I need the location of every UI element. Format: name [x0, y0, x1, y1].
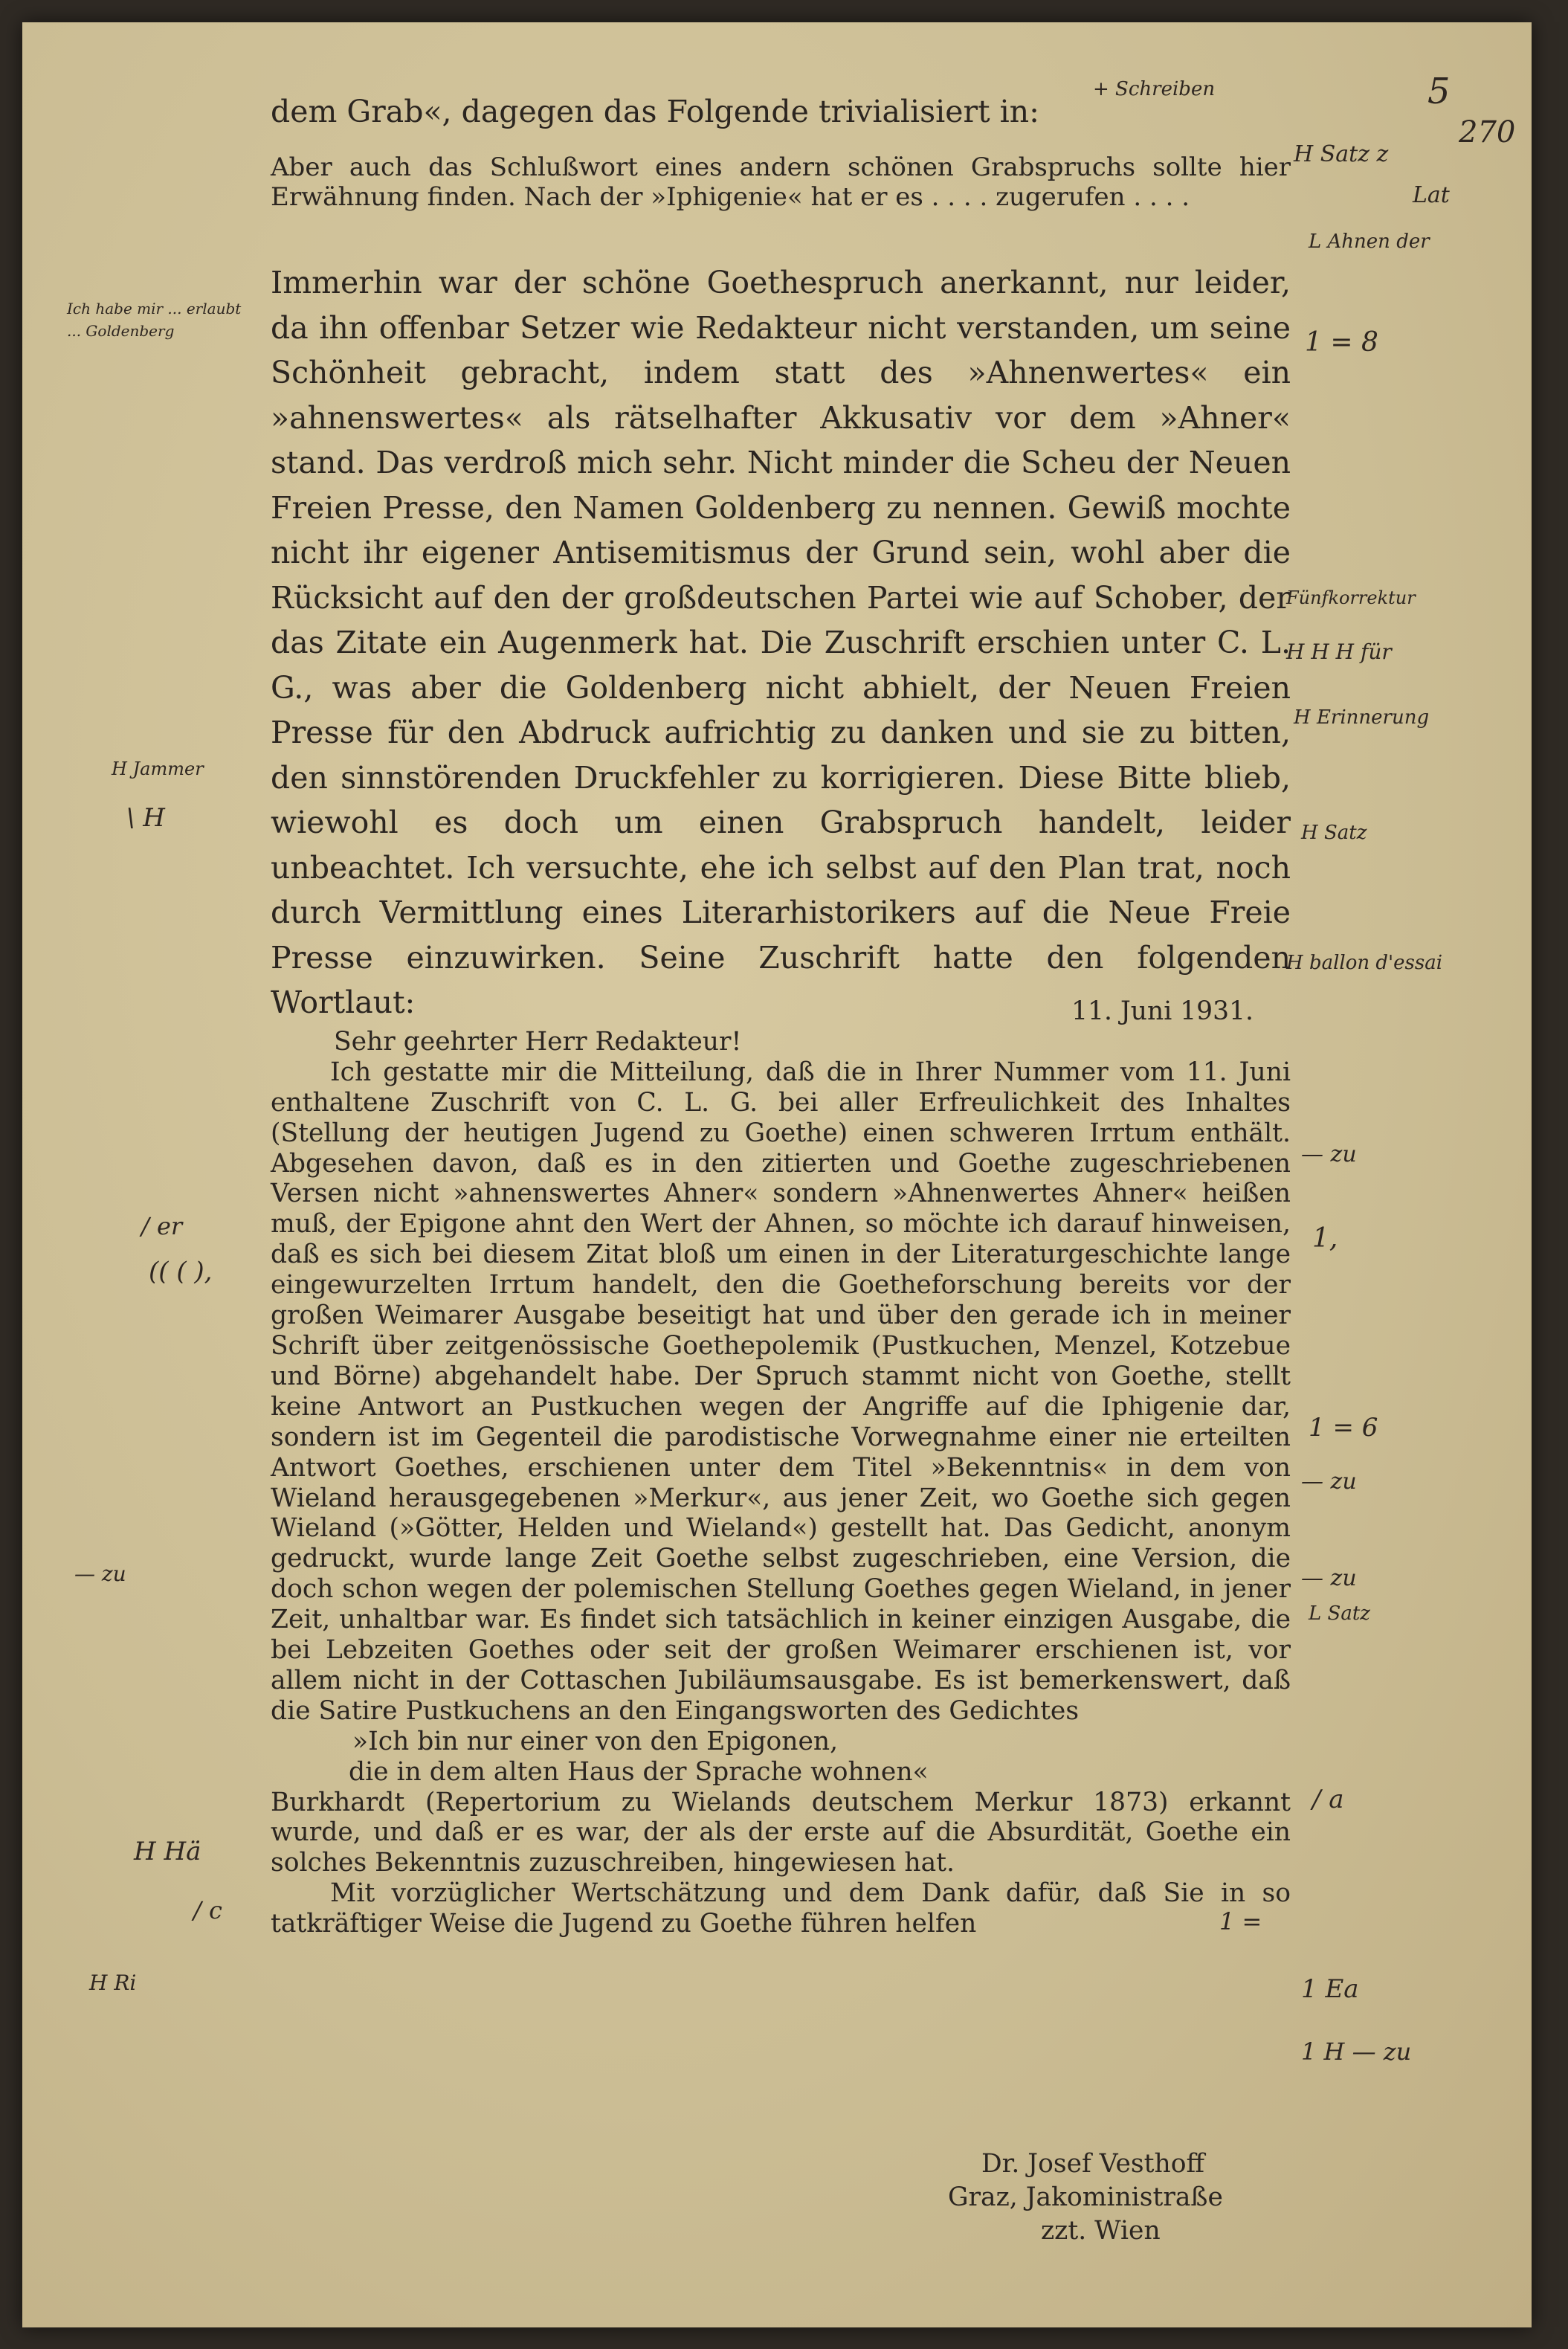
- margin-note-right-19: 1 H — zu: [1301, 2037, 1412, 2066]
- margin-note-left-3: / er: [141, 1212, 183, 1240]
- margin-note-right-6: H H H für: [1286, 639, 1392, 664]
- page-number: 5: [1427, 71, 1451, 112]
- margin-note-right-12: 1 = 6: [1309, 1413, 1378, 1443]
- letter-body-1: Ich gestatte mir die Mitteilung, daß die in Ihrer Nummer vom 11. Juni enthaltene Zuschrift von C. L. G. bei aller Erfreulichkeit des Inhaltes (Stellung der heutigen Jugend zu Goethe) einen schweren Irrtum enthält. Abgesehen davon, daß es in den zitierten und Goethe zugeschriebenen Versen nicht »ahnenswertes Ahner« sondern »Ahnenwertes Ahner« heißen muß, der Epigone ahnt den Wert der Ahnen, so möchte ich darauf hinweisen, daß es sich bei diesem Zitat bloß um einen in der Literaturgeschichte lange eingewurzelten Irrtum handelt, den die Goetheforschung bereits vor der großen Weimarer Ausgabe beseitigt hat und über den gerade ich in meiner Schrift über zeitgenössische Goethepolemik (Pustkuchen, Menzel, Kotzebue und Börne) abgehandelt habe. Der Spruch stammt nicht von Goethe, stellt keine Antwort an Pustkuchen wegen der Angriffe auf die Iphigenie dar, sondern ist im Gegenteil die parodistische Vorwegnahme einer nie erteilten Antwort Goethes, erschienen unter dem Titel »Bekenntnis« in dem von Wieland herausgegebenen »Merkur«, aus jener Zeit, wo Goethe sich gegen Wieland (»Götter, Helden und Wieland«) gestellt hat. Das Gedicht, anonym gedruckt, wurde lange Zeit Goethe selbst zugeschrieben, eine Version, die doch schon wegen der polemischen Stellung Goethes gegen Wieland, in jener Zeit, unhaltbar war. Es findet sich tatsächlich in keiner einzigen Ausgabe, die bei Lebzeiten Goethes oder seit der großen Weimarer erschienen ist, vor allem nicht in der Cottaschen Jubiläumsausgabe. Es ist bemerkenswert, daß die Satire Pustkuchens an den Eingangsworten des Gedichtes: [271, 1057, 1291, 1726]
- margin-note-right-10: — zu: [1301, 1141, 1357, 1167]
- margin-note-right-16: / a: [1312, 1785, 1344, 1814]
- margin-note-right-4: 1 = 8: [1305, 327, 1378, 358]
- margin-note-right-5: Fünfkorrektur: [1286, 587, 1416, 608]
- margin-note-left-2: \ H: [126, 803, 165, 833]
- top-line: dem Grab«, dagegen das Folgende trivialisiert in:: [271, 94, 1039, 129]
- letter-verse-2: die in dem alten Haus der Sprache wohnen«: [349, 1756, 929, 1787]
- letter-closing: Mit vorzüglicher Wertschätzung und dem Dank dafür, daß Sie in so tatkräftiger Weise die Jugend zu Goethe führen helfen: [271, 1878, 1291, 1939]
- margin-note-left-4: (( ( ),: [149, 1257, 213, 1286]
- letter-body-2: Burkhardt (Repertorium zu Wielands deutschem Merkur 1873) erkannt wurde, und daß er es war, der als der erste auf die Absurdität, Goethe ein solches Bekenntnis zuzuschreiben, hingewiesen hat.: [271, 1787, 1291, 1878]
- margin-note-right-7: H Erinnerung: [1294, 706, 1430, 729]
- margin-note-left-1: H Jammer: [112, 758, 204, 779]
- margin-note-right-18: 1 Ea: [1301, 1974, 1359, 2004]
- signature-location: zzt. Wien: [1041, 2216, 1161, 2246]
- margin-note-right-3: L Ahnen der: [1309, 231, 1430, 253]
- margin-note-right-17: 1 =: [1219, 1907, 1262, 1936]
- margin-note-left-7: / c: [193, 1896, 222, 1924]
- margin-note-right-15: L Satz: [1309, 1602, 1370, 1625]
- margin-note-top: + Schreiben: [1093, 78, 1216, 100]
- margin-note-left-8: H Ri: [89, 1971, 137, 1995]
- margin-note-right-14: — zu: [1301, 1565, 1357, 1591]
- margin-note-left-5: — zu: [74, 1562, 126, 1586]
- signature-name: Dr. Josef Vesthoff: [981, 2149, 1204, 2179]
- signature-address: Graz, Jakoministraße: [948, 2182, 1223, 2212]
- small-paragraph: Aber auch das Schlußwort eines andern schönen Grabspruchs sollte hier Erwähnung finden. Nach der »Iphigenie« hat er es . . . . zugerufen . . . .: [271, 152, 1291, 212]
- top-right-note: 270: [1459, 115, 1516, 149]
- margin-note-right-13: — zu: [1301, 1469, 1357, 1495]
- margin-note-right-2: Lat: [1413, 182, 1450, 208]
- margin-note-left-6: H Hä: [134, 1837, 201, 1866]
- margin-note-right-8: H Satz: [1301, 822, 1367, 844]
- margin-note-right-1: H Satz z: [1294, 141, 1389, 167]
- letter: [271, 996, 1291, 1939]
- main-paragraph: Immerhin war der schöne Goethespruch anerkannt, nur leider, da ihn offenbar Setzer wie Redakteur nicht verstanden, um seine Schönheit gebracht, indem statt des »Ahnenwertes« ein »ahnenswertes« als rätselhafter Akkusativ vor dem »Ahner« stand. Das verdroß mich sehr. Nicht minder die Scheu der Neuen Freien Presse, den Namen Goldenberg zu nennen. Gewiß mochte nicht ihr eigener Antisemitismus der Grund sein, wohl aber die Rücksicht auf den der großdeutschen Partei wie auf Schober, der das Zitate ein Augenmerk hat. Die Zuschrift erschien unter C. L. G., was aber die Goldenberg nicht abhielt, der Neuen Freien Presse für den Abdruck aufrichtig zu danken und sie zu bitten, den sinnstörenden Druckfehler zu korrigieren. Diese Bitte blieb, wiewohl es doch um einen Grabspruch handelt, leider unbeachtet. Ich versuchte, ehe ich selbst auf den Plan trat, noch durch Vermittlung eines Literarhistorikers auf die Neue Freie Presse einzuwirken. Seine Zuschrift hatte den folgenden Wortlaut:: [271, 265, 1291, 1020]
- margin-note-right-9: H ballon d'essai: [1286, 952, 1443, 974]
- letter-salutation: Sehr geehrter Herr Redakteur!: [334, 1026, 742, 1057]
- letter-verse-1: »Ich bin nur einer von den Epigonen,: [352, 1726, 839, 1756]
- margin-note-right-11: 1,: [1312, 1223, 1338, 1254]
- margin-note-left-long: Ich habe mir ... erlaubt ... Goldenberg: [67, 300, 242, 340]
- letter-date: 11. Juni 1931.: [1071, 996, 1254, 1026]
- document-page: [22, 22, 1532, 2327]
